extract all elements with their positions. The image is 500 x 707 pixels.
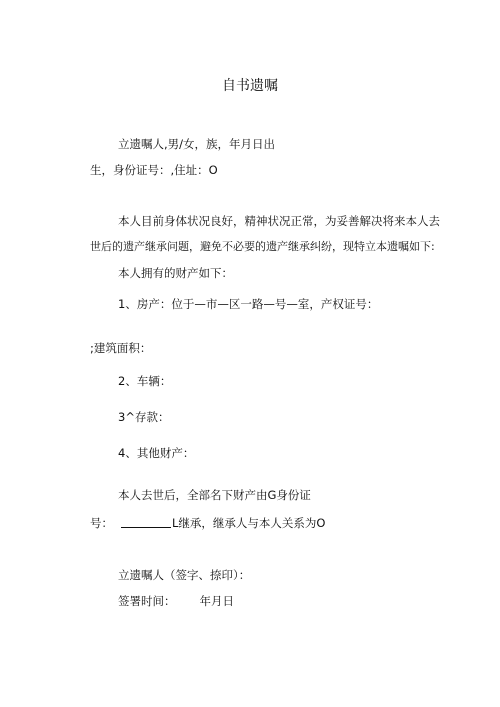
signing-date-label: 签署时间： [118, 594, 176, 608]
health-statement-line: 本人目前身体状况良好，精神状况正常，为妥善解决将来本人去 [118, 214, 440, 228]
heir-line-prefix: 号： [90, 516, 113, 530]
document-title: 自书遗嘱 [222, 78, 278, 94]
property-heading: 本人拥有的财产如下： [118, 266, 233, 280]
heir-name-blank [121, 516, 171, 528]
signing-date-value: 年月日 [199, 594, 234, 608]
property-item-house-area: ;建筑面积： [90, 341, 152, 355]
inheritance-statement-line: 本人去世后，全部名下财产由G身份证 [118, 488, 311, 502]
purpose-statement-line: 世后的遗产继承问题，避免不必要的遗产继承纠纷，现特立本遗嘱如下: [90, 240, 435, 253]
property-item-house: 1、房产：位于—市—区一路—号—室，产权证号： [118, 297, 379, 311]
property-item-vehicle: 2、车辆： [118, 374, 172, 388]
property-item-deposit: 3^存款： [118, 410, 170, 424]
testator-intro-line: 立遗嘱人,男/女，族，年月日出 [118, 137, 276, 151]
testator-id-address-line: 生，身份证号：,住址：O [90, 163, 218, 177]
signature-line: 立遗嘱人（签字、捺印）： [118, 568, 251, 582]
signing-date-line [118, 594, 234, 608]
heir-line-suffix: L继承，继承人与本人关系为O [172, 516, 326, 530]
property-item-other: 4、其他财产： [118, 446, 195, 460]
heir-line [90, 516, 325, 530]
